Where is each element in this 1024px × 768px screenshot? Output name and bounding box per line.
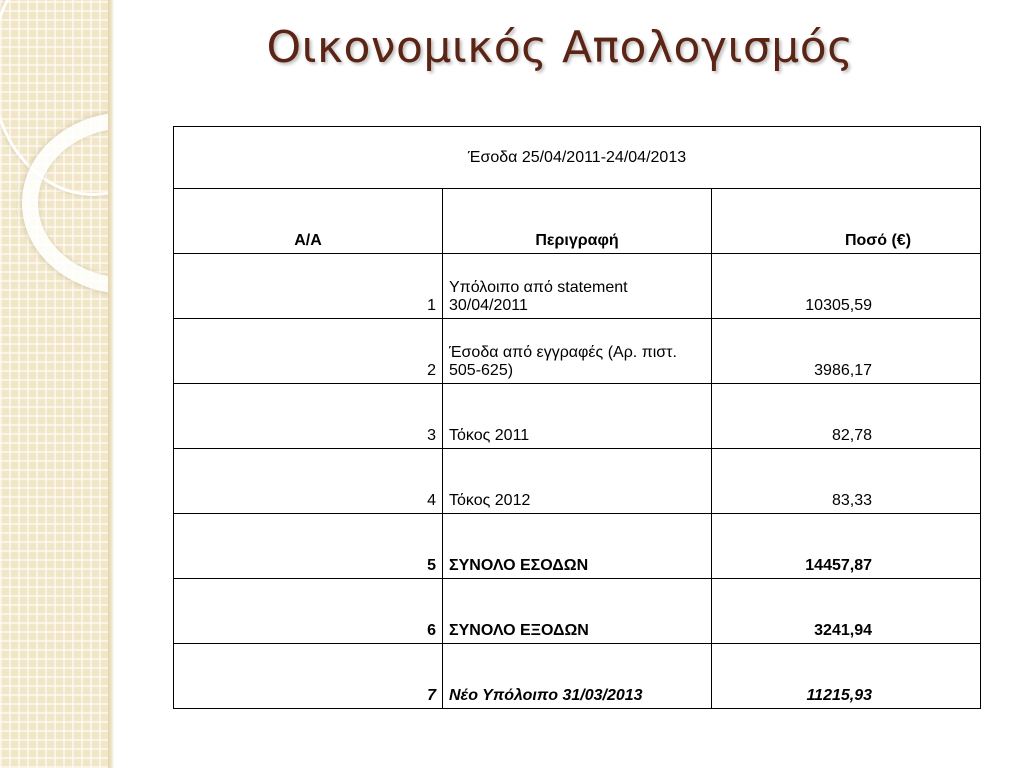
table-header-row <box>174 189 981 254</box>
header-amount: Ποσό (€) <box>712 189 981 254</box>
row-description: ΣΥΝΟΛΟ ΕΣΟΔΩΝ <box>443 514 712 579</box>
table-caption: Έσοδα 25/04/2011-24/04/2013 <box>174 127 981 189</box>
table-row <box>174 514 981 579</box>
table-row <box>174 579 981 644</box>
row-amount: 11215,93 <box>712 644 981 709</box>
row-description: Υπόλοιπο από statement 30/04/2011 <box>443 254 712 319</box>
row-description: Τόκος 2012 <box>443 449 712 514</box>
header-aa: Α/Α <box>174 189 443 254</box>
row-amount: 82,78 <box>712 384 981 449</box>
row-number: 1 <box>174 254 443 319</box>
row-amount: 83,33 <box>712 449 981 514</box>
table-row <box>174 319 981 384</box>
row-description: Τόκος 2011 <box>443 384 712 449</box>
side-strip-edge <box>108 0 114 768</box>
page-title: Οικονομικός Απολογισμός <box>266 22 854 73</box>
row-description: Νέο Υπόλοιπο 31/03/2013 <box>443 644 712 709</box>
row-description: ΣΥΝΟΛΟ ΕΞΟΔΩΝ <box>443 579 712 644</box>
header-description: Περιγραφή <box>443 189 712 254</box>
decorative-side-strip <box>0 0 112 768</box>
row-amount: 14457,87 <box>712 514 981 579</box>
row-number: 4 <box>174 449 443 514</box>
finance-table <box>173 126 981 709</box>
table-row <box>174 384 981 449</box>
row-description: Έσοδα από εγγραφές (Αρ. πιστ. 505-625) <box>443 319 712 384</box>
row-number: 7 <box>174 644 443 709</box>
row-amount: 3241,94 <box>712 579 981 644</box>
row-number: 2 <box>174 319 443 384</box>
table-row <box>174 449 981 514</box>
row-number: 3 <box>174 384 443 449</box>
row-number: 5 <box>174 514 443 579</box>
row-amount: 3986,17 <box>712 319 981 384</box>
row-number: 6 <box>174 579 443 644</box>
table-caption-row <box>174 127 981 189</box>
table-row <box>174 254 981 319</box>
row-amount: 10305,59 <box>712 254 981 319</box>
table-row <box>174 644 981 709</box>
